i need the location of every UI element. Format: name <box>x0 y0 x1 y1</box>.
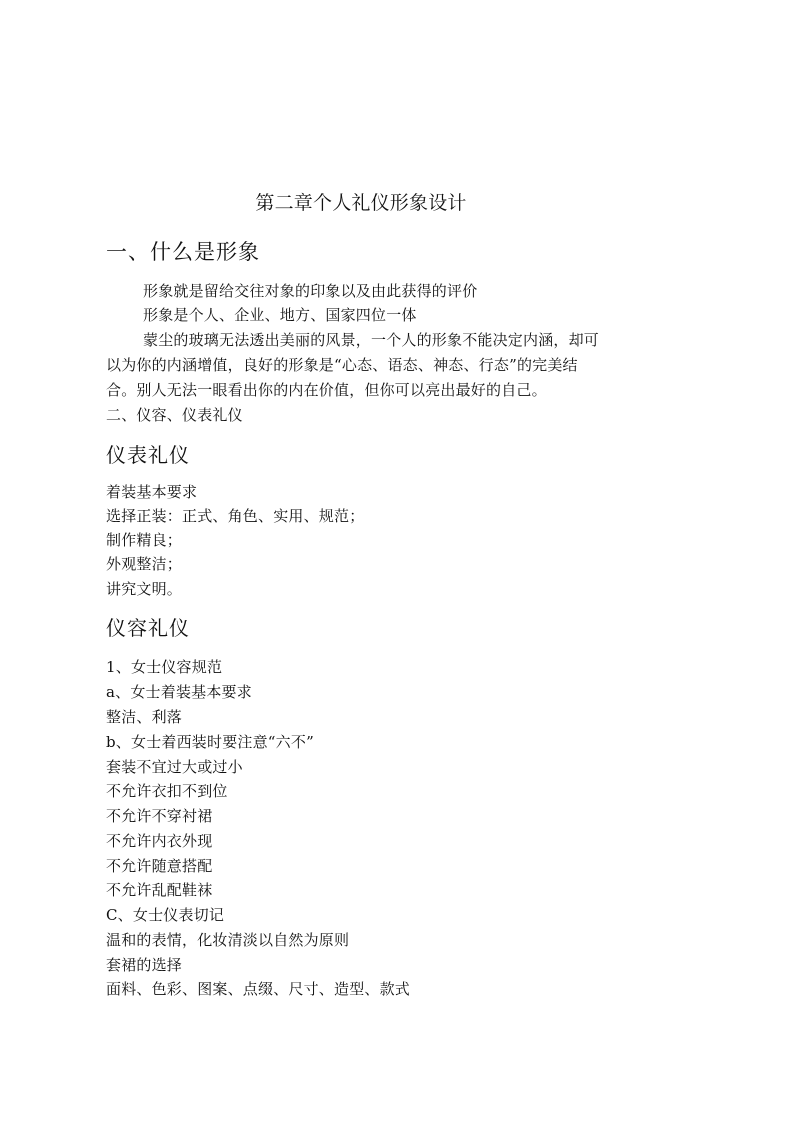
list-item: 套裙的选择 <box>106 956 183 974</box>
list-item: 讲究文明。 <box>106 580 183 598</box>
page-title: 第二章个人礼仪形象设计 <box>255 192 467 214</box>
list-item: b、女士着西装时要注意“六不” <box>106 733 314 751</box>
list-item: 整洁、利落 <box>106 708 183 726</box>
list-item: 不允许不穿衬裙 <box>106 807 213 825</box>
list-item: C、女士仪表切记 <box>106 906 225 924</box>
paragraph-dusty-glass-line-3: 合。别人无法一眼看出你的内在价值，但你可以亮出最好的自己。 <box>106 381 547 399</box>
list-item: 不允许乱配鞋袜 <box>106 881 213 899</box>
section-heading-grooming-appearance: 二、仪容、仪表礼仪 <box>106 406 243 424</box>
subheading-grooming-etiquette: 仪容礼仪 <box>106 616 190 640</box>
list-item: 不允许随意搭配 <box>106 857 213 875</box>
list-item: 不允许衣扣不到位 <box>106 782 228 800</box>
list-item: 1、女士仪容规范 <box>106 658 223 676</box>
paragraph-four-in-one: 形象是个人、企业、地方、国家四位一体 <box>143 306 417 324</box>
subheading-appearance-etiquette: 仪表礼仪 <box>106 443 190 467</box>
list-item: 外观整洁； <box>106 555 183 573</box>
paragraph-dusty-glass-line-1: 蒙尘的玻璃无法透出美丽的风景，一个人的形象不能决定内涵，却可 <box>143 331 600 349</box>
list-item: 选择正装：正式、角色、实用、规范； <box>106 507 365 525</box>
list-item: 温和的表情，化妆清淡以自然为原则 <box>106 931 350 949</box>
section-heading-what-is-image: 一、什么是形象 <box>106 240 260 264</box>
list-item: 不允许内衣外现 <box>106 832 213 850</box>
list-item: a、女士着装基本要求 <box>106 683 252 701</box>
list-item: 着装基本要求 <box>106 483 198 501</box>
list-item: 面料、色彩、图案、点缀、尺寸、造型、款式 <box>106 980 411 998</box>
paragraph-definition: 形象就是留给交往对象的印象以及由此获得的评价 <box>143 282 478 300</box>
list-item: 制作精良； <box>106 531 183 549</box>
paragraph-dusty-glass-line-2: 以为你的内涵增值，良好的形象是“心态、语态、神态、行态”的完美结 <box>106 356 578 374</box>
list-item: 套装不宜过大或过小 <box>106 758 243 776</box>
